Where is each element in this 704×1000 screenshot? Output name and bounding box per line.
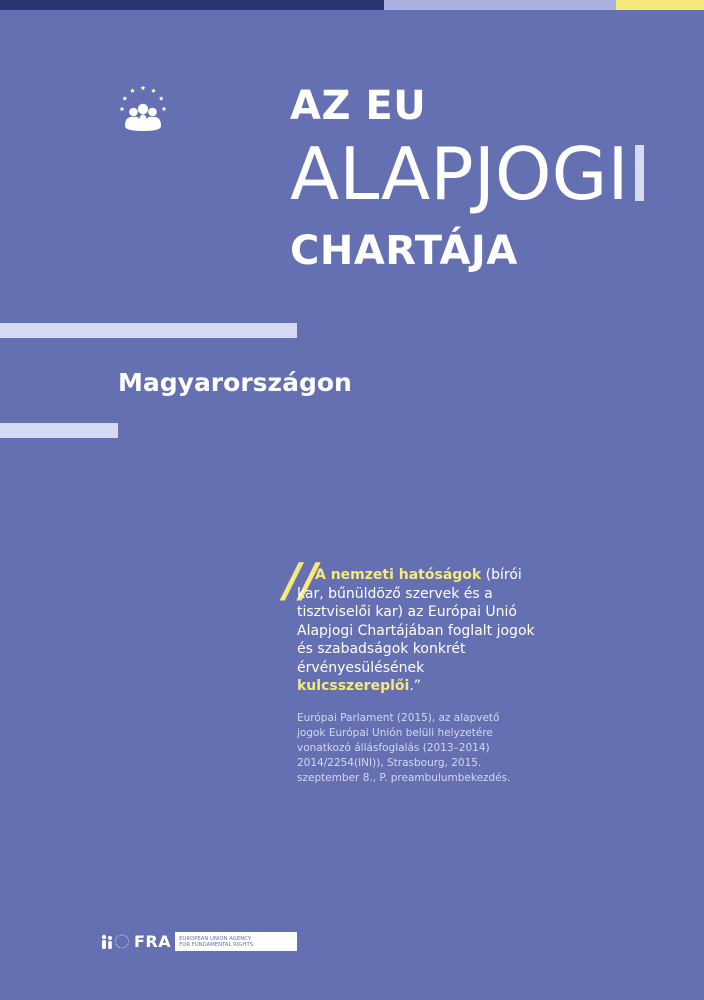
quote-highlight-2: kulcsszereplői: [297, 678, 410, 694]
star-icon: [141, 85, 146, 90]
star-icon: [130, 88, 135, 93]
divider-bar-upper: [0, 323, 297, 338]
eu-stars-people-icon: [114, 82, 172, 140]
subtitle: Magyarországon: [118, 368, 352, 397]
quote-reference: Európai Parlament (2015), az alapvető jogok Európai Unión belüli helyzetére vonatkozó állásfoglalás (2013–2014) 2014/2254(INI)), Strasbourg, 2015. szeptember 8., P. preambulumbekezdés.: [297, 712, 511, 784]
quote-mark-icon: //: [284, 553, 318, 607]
title-line-2-text: ALAPJOGI: [290, 132, 629, 216]
top-stripe-dark: [0, 0, 384, 10]
quote-text: [297, 566, 537, 696]
quote-highlight-1: A nemzeti hatóságok: [315, 567, 482, 583]
fra-agency-line-2: FOR FUNDAMENTAL RIGHTS: [179, 941, 254, 948]
fra-agency-line-1: EUROPEAN UNION AGENCY: [179, 935, 252, 942]
star-icon: [120, 106, 125, 111]
title-line-3: CHARTÁJA: [290, 228, 518, 274]
title-accent-bar: [635, 145, 644, 201]
fra-acronym: FRA: [133, 932, 175, 951]
star-icon: [162, 106, 167, 111]
quote-body: (bírói kar, bűnüldöző szervek és a tisztviselői kar) az Európai Unió Alapjogi Chartájában foglalt jogok és szabadságok konkrét érvényesülésének: [297, 567, 535, 676]
divider-bar-lower: [0, 423, 118, 438]
title-line-2: [290, 134, 644, 214]
star-icon: [151, 88, 156, 93]
star-icon: [159, 96, 164, 101]
top-stripe-light: [384, 0, 616, 10]
star-icon: [122, 96, 127, 101]
fra-logo: [99, 932, 297, 951]
top-stripe-yellow: [616, 0, 704, 10]
title-line-1: AZ EU: [290, 83, 427, 129]
quote-closing: .”: [409, 678, 422, 694]
fra-agency-name: [175, 936, 253, 948]
fra-figures-icon: [99, 932, 133, 951]
